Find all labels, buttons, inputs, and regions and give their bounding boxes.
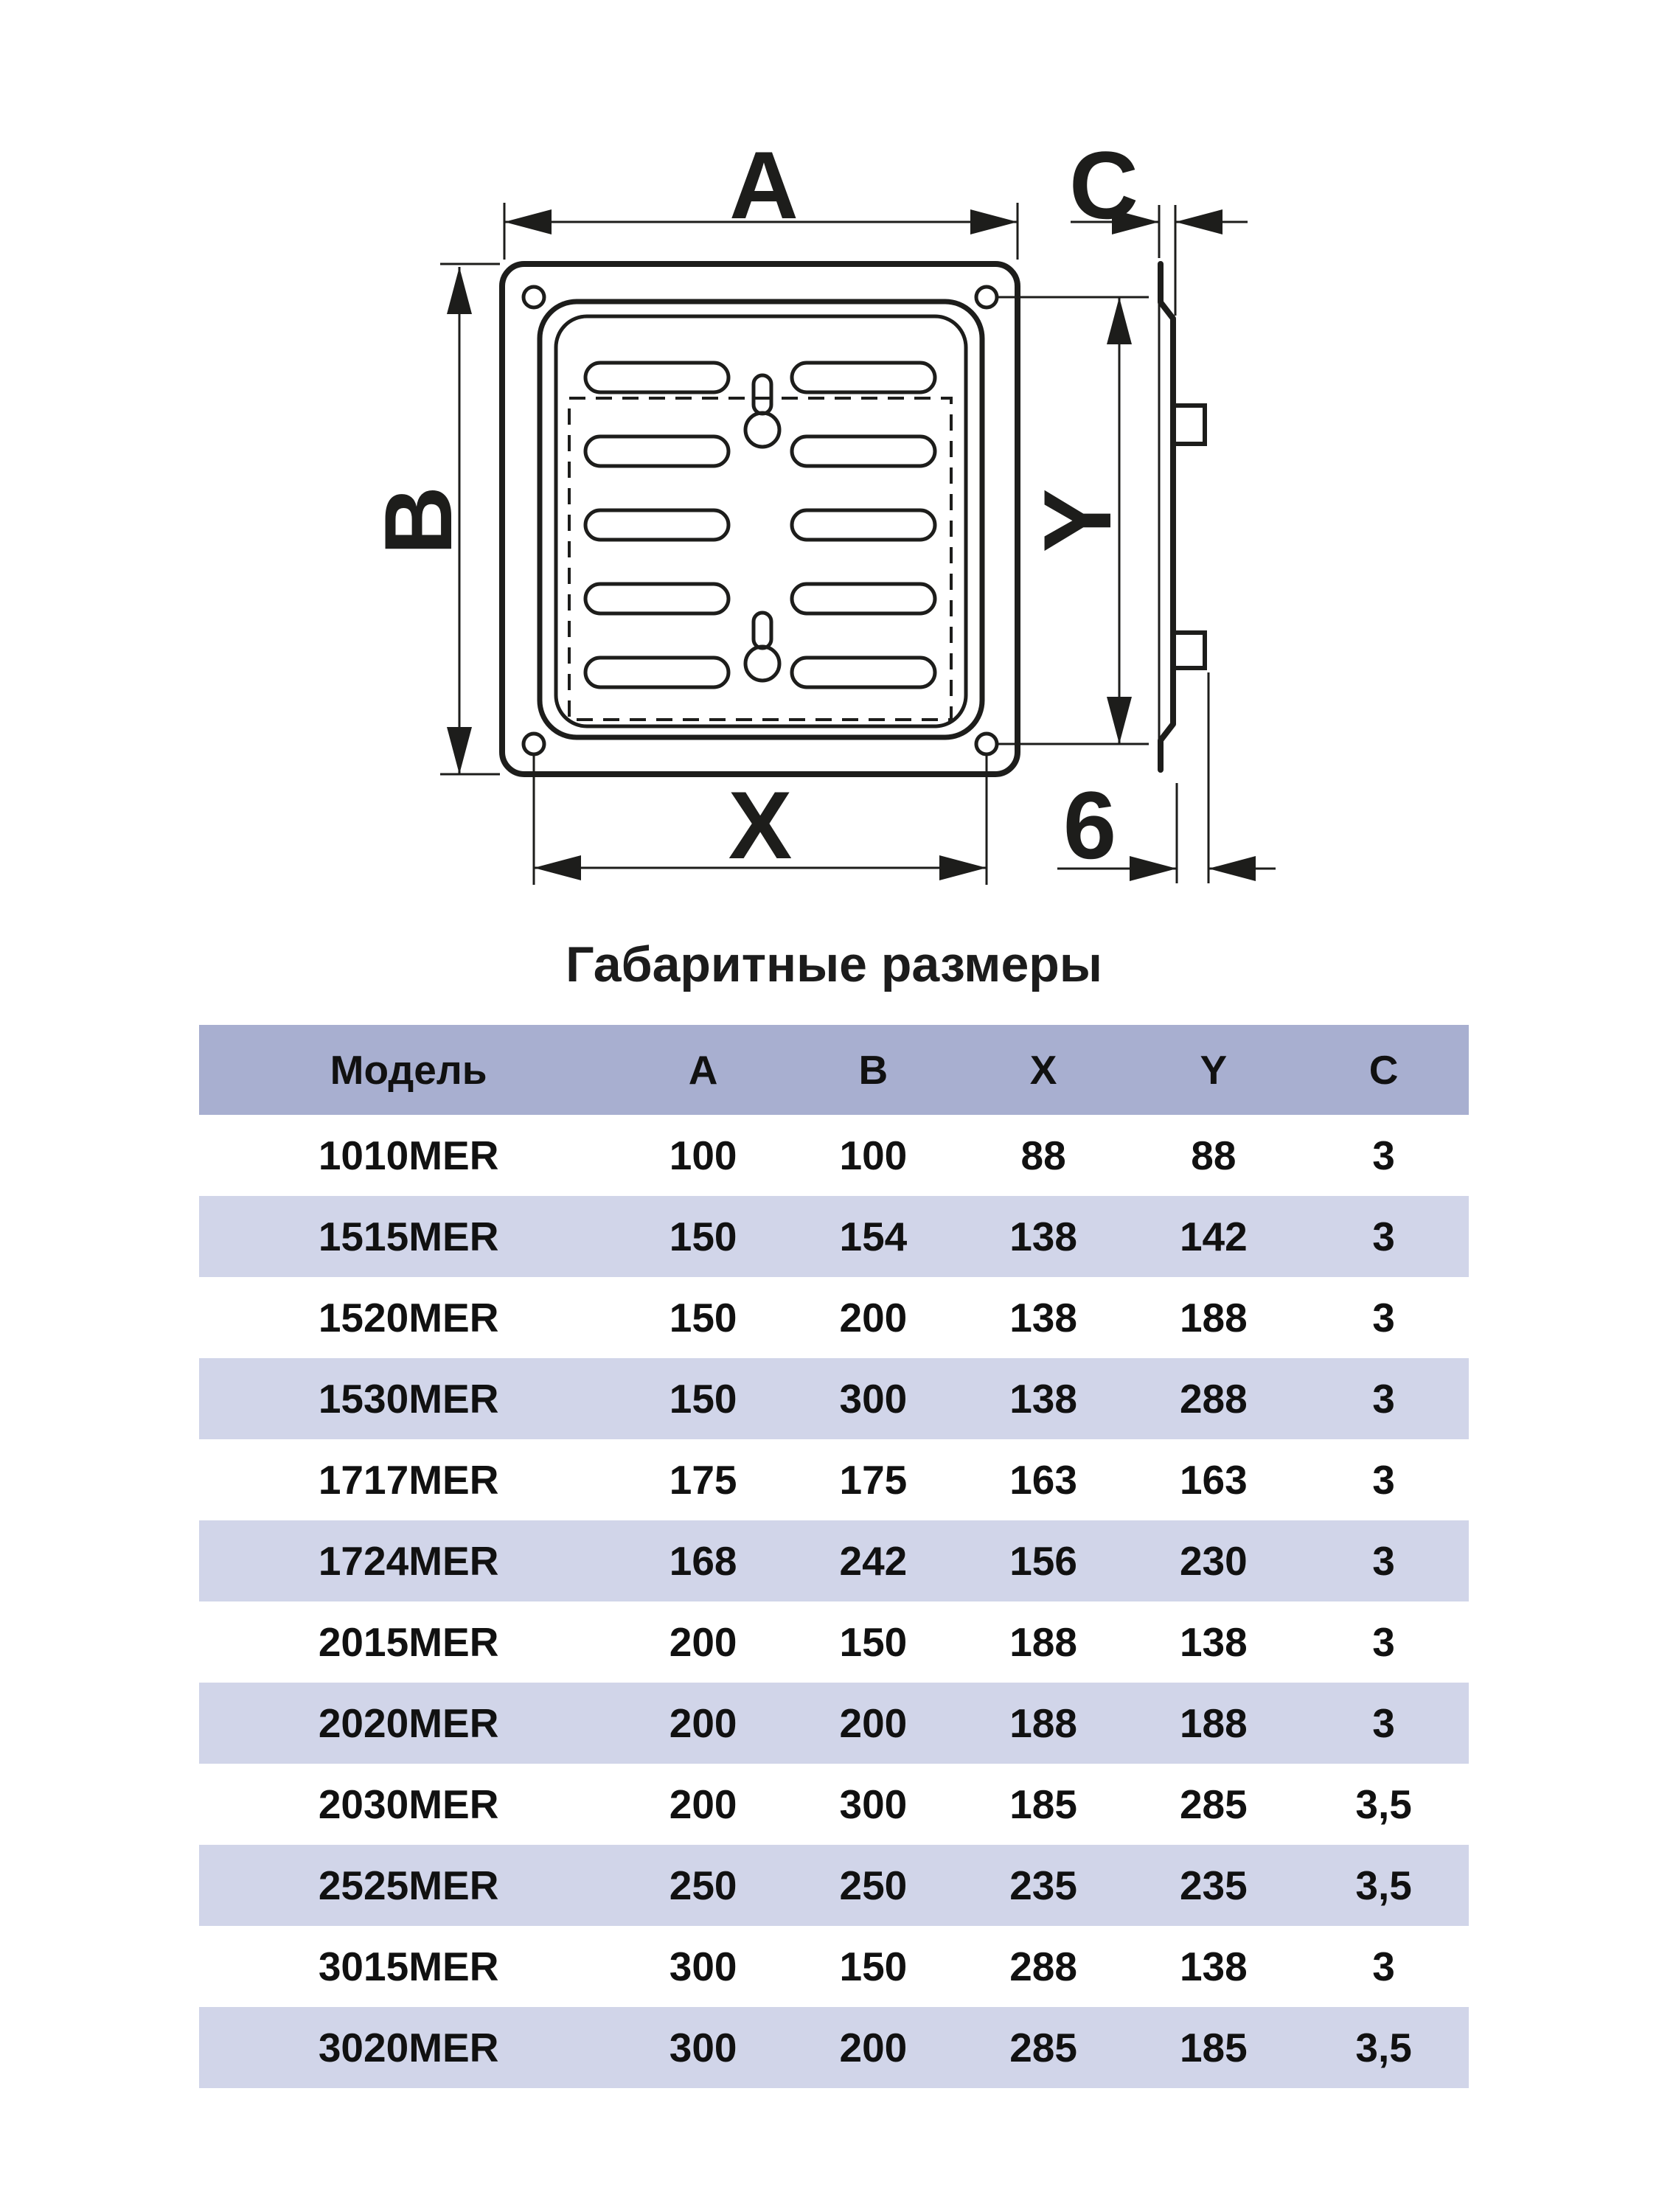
value-cell: 138: [1128, 1601, 1298, 1683]
dimension-clip-depth: [1057, 672, 1276, 883]
value-cell: 88: [1128, 1115, 1298, 1196]
table-row: [199, 1115, 1469, 1196]
dimensions-table: [199, 1025, 1469, 2088]
value-cell: 200: [618, 1683, 788, 1764]
dimensions-table-body: [199, 1115, 1469, 2088]
value-cell: 235: [959, 1845, 1129, 1926]
side-clip-top: [1173, 406, 1205, 444]
model-cell: 2030MER: [199, 1764, 618, 1845]
table-row: [199, 1601, 1469, 1683]
value-cell: 3,5: [1298, 2007, 1469, 2088]
value-cell: 242: [788, 1520, 959, 1601]
value-cell: 188: [959, 1683, 1129, 1764]
model-cell: 3015MER: [199, 1926, 618, 2007]
value-cell: 154: [788, 1196, 959, 1277]
vent-slot: [792, 437, 935, 466]
value-cell: 188: [1128, 1683, 1298, 1764]
arrowhead-top: [1107, 297, 1132, 344]
page-title: Габаритные размеры: [566, 936, 1102, 992]
keyhole-mount-bottom: [745, 613, 779, 681]
value-cell: 185: [1128, 2007, 1298, 2088]
model-cell: 1010MER: [199, 1115, 618, 1196]
value-cell: 3: [1298, 1358, 1469, 1439]
value-cell: 300: [788, 1764, 959, 1845]
screw-hole-top-right: [976, 287, 997, 307]
dimension-label-X: X: [728, 771, 793, 879]
table-row: [199, 2007, 1469, 2088]
arrowhead-bottom: [447, 727, 472, 774]
vent-slot: [585, 437, 728, 466]
arrowhead-left: [534, 855, 581, 880]
value-cell: 150: [788, 1926, 959, 2007]
value-cell: 150: [618, 1277, 788, 1358]
value-cell: 88: [959, 1115, 1129, 1196]
vent-slot: [792, 363, 935, 392]
vent-slot: [585, 584, 728, 613]
dimension-label-A: A: [729, 131, 799, 239]
dimension-A: [504, 131, 1018, 260]
keyhole-circle: [745, 413, 779, 447]
grille-side-view: [1159, 262, 1205, 771]
value-cell: 3: [1298, 1439, 1469, 1520]
arrowhead-right: [1175, 209, 1222, 234]
grille-front-view: [502, 264, 1018, 774]
header-row: [199, 1025, 1469, 1115]
arrowhead-right: [970, 209, 1018, 234]
value-cell: 150: [618, 1358, 788, 1439]
value-cell: 285: [959, 2007, 1129, 2088]
value-cell: 3: [1298, 1277, 1469, 1358]
value-cell: 285: [1128, 1764, 1298, 1845]
grille-rim-inner: [556, 316, 966, 726]
value-cell: 168: [618, 1520, 788, 1601]
dimension-B: [364, 264, 500, 774]
value-cell: 288: [1128, 1358, 1298, 1439]
table-row: [199, 1926, 1469, 2007]
value-cell: 288: [959, 1926, 1129, 2007]
value-cell: 188: [959, 1601, 1129, 1683]
vent-slot: [792, 510, 935, 540]
table-row: [199, 1683, 1469, 1764]
arrowhead-left: [504, 209, 552, 234]
value-cell: 100: [618, 1115, 788, 1196]
value-cell: 188: [1128, 1277, 1298, 1358]
keyhole-slot: [754, 375, 771, 414]
table-row: [199, 1358, 1469, 1439]
table-row: [199, 1196, 1469, 1277]
value-cell: 300: [618, 2007, 788, 2088]
vent-slot: [792, 584, 935, 613]
vent-slot: [585, 363, 728, 392]
table-row: [199, 1277, 1469, 1358]
value-cell: 3,5: [1298, 1764, 1469, 1845]
value-cell: 3: [1298, 1601, 1469, 1683]
value-cell: 200: [618, 1764, 788, 1845]
value-cell: 138: [959, 1358, 1129, 1439]
column-header-c: C: [1298, 1025, 1469, 1115]
value-cell: 175: [618, 1439, 788, 1520]
value-cell: 3,5: [1298, 1845, 1469, 1926]
table-row: [199, 1439, 1469, 1520]
side-clip-bottom: [1173, 633, 1205, 668]
value-cell: 138: [959, 1277, 1129, 1358]
value-cell: 300: [788, 1358, 959, 1439]
table-row: [199, 1520, 1469, 1601]
value-cell: 175: [788, 1439, 959, 1520]
arrowhead-right: [939, 855, 987, 880]
model-cell: 3020MER: [199, 2007, 618, 2088]
column-header-b: B: [788, 1025, 959, 1115]
value-cell: 3: [1298, 1196, 1469, 1277]
grille-rim-outer: [540, 302, 982, 737]
model-cell: 2020MER: [199, 1683, 618, 1764]
table-row: [199, 1845, 1469, 1926]
dimensions-table-header: [199, 1025, 1469, 1115]
dimension-label-clip-depth: 6: [1062, 771, 1117, 879]
column-header-y: Y: [1128, 1025, 1298, 1115]
value-cell: 100: [788, 1115, 959, 1196]
dimension-diagram: [0, 0, 1659, 944]
value-cell: 300: [618, 1926, 788, 2007]
value-cell: 200: [788, 1683, 959, 1764]
value-cell: 3: [1298, 1520, 1469, 1601]
model-cell: 2015MER: [199, 1601, 618, 1683]
value-cell: 156: [959, 1520, 1129, 1601]
keyhole-circle: [745, 647, 779, 681]
value-cell: 3: [1298, 1926, 1469, 2007]
value-cell: 185: [959, 1764, 1129, 1845]
value-cell: 138: [1128, 1926, 1298, 2007]
value-cell: 138: [959, 1196, 1129, 1277]
model-cell: 2525MER: [199, 1845, 618, 1926]
value-cell: 163: [1128, 1439, 1298, 1520]
value-cell: 142: [1128, 1196, 1298, 1277]
value-cell: 150: [788, 1601, 959, 1683]
column-header-x: X: [959, 1025, 1129, 1115]
screw-hole-bottom-left: [524, 734, 544, 754]
model-cell: 1724MER: [199, 1520, 618, 1601]
vent-slot: [585, 658, 728, 687]
value-cell: 163: [959, 1439, 1129, 1520]
model-cell: 1515MER: [199, 1196, 618, 1277]
grille-outer-frame: [502, 264, 1018, 774]
value-cell: 250: [788, 1845, 959, 1926]
value-cell: 250: [618, 1845, 788, 1926]
value-cell: 200: [788, 2007, 959, 2088]
value-cell: 3: [1298, 1115, 1469, 1196]
value-cell: 3: [1298, 1683, 1469, 1764]
model-cell: 1520MER: [199, 1277, 618, 1358]
value-cell: 200: [618, 1601, 788, 1683]
column-header-a: A: [618, 1025, 788, 1115]
vent-slots-left-column: [585, 363, 728, 687]
value-cell: 200: [788, 1277, 959, 1358]
model-cell: 1530MER: [199, 1358, 618, 1439]
model-cell: 1717MER: [199, 1439, 618, 1520]
dimension-label-B: B: [364, 486, 472, 555]
value-cell: 230: [1128, 1520, 1298, 1601]
screw-hole-bottom-right: [976, 734, 997, 754]
table-row: [199, 1764, 1469, 1845]
dimension-label-C: C: [1069, 131, 1138, 239]
side-body-profile: [1161, 264, 1173, 770]
keyhole-slot: [754, 613, 771, 648]
vent-slots-right-column: [792, 363, 935, 687]
vent-slot: [792, 658, 935, 687]
arrowhead-left: [1130, 856, 1177, 881]
value-cell: 235: [1128, 1845, 1298, 1926]
column-header-model: Модель: [199, 1025, 618, 1115]
vent-slot: [585, 510, 728, 540]
screw-hole-top-left: [524, 287, 544, 307]
arrowhead-top: [447, 267, 472, 314]
dimension-label-Y: Y: [1023, 488, 1131, 553]
keyhole-mount-top: [745, 375, 779, 447]
arrowhead-bottom: [1107, 697, 1132, 744]
value-cell: 150: [618, 1196, 788, 1277]
arrowhead-right: [1208, 856, 1256, 881]
